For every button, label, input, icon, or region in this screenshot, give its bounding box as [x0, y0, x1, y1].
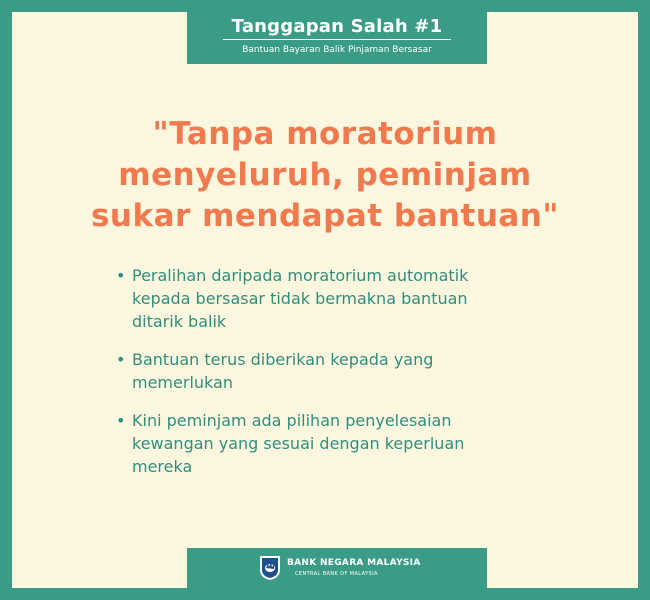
myth-quote — [12, 114, 638, 237]
bullet-icon: • — [116, 266, 126, 285]
quote-line: "Tanpa moratorium — [152, 116, 498, 152]
list-item-line: memerlukan — [132, 373, 233, 392]
quote-line: sukar mendapat bantuan" — [90, 198, 560, 234]
header-subtitle: Bantuan Bayaran Balik Pinjaman Bersasar — [242, 45, 432, 55]
list-item-line: Peralihan daripada moratorium automatik — [132, 266, 469, 285]
list-item-line: ditarik balik — [132, 312, 227, 331]
footer-banner — [187, 548, 487, 588]
list-item-line: Bantuan terus diberikan kepada yang — [132, 350, 434, 369]
header-banner — [187, 12, 487, 64]
fact-list — [116, 264, 576, 493]
list-item-line: kewangan yang sesuai dengan keperluan — [132, 434, 465, 453]
bullet-icon: • — [116, 411, 126, 430]
info-card — [12, 12, 638, 588]
list-item-line: mereka — [132, 457, 193, 476]
list-item-line: Kini peminjam ada pilihan penyelesaian — [132, 411, 452, 430]
list-item — [116, 409, 576, 478]
bank-name: BANK NEGARA MALAYSIA — [287, 558, 421, 568]
list-item — [116, 264, 576, 333]
bank-subtitle: CENTRAL BANK OF MALAYSIA — [295, 571, 378, 577]
list-item-line: kepada bersasar tidak bermakna bantuan — [132, 289, 468, 308]
header-divider — [223, 39, 451, 40]
bank-crest-icon — [259, 555, 281, 581]
header-title: Tanggapan Salah #1 — [231, 16, 443, 37]
list-item — [116, 348, 576, 394]
bullet-icon: • — [116, 350, 126, 369]
quote-line: menyeluruh, peminjam — [118, 157, 532, 193]
